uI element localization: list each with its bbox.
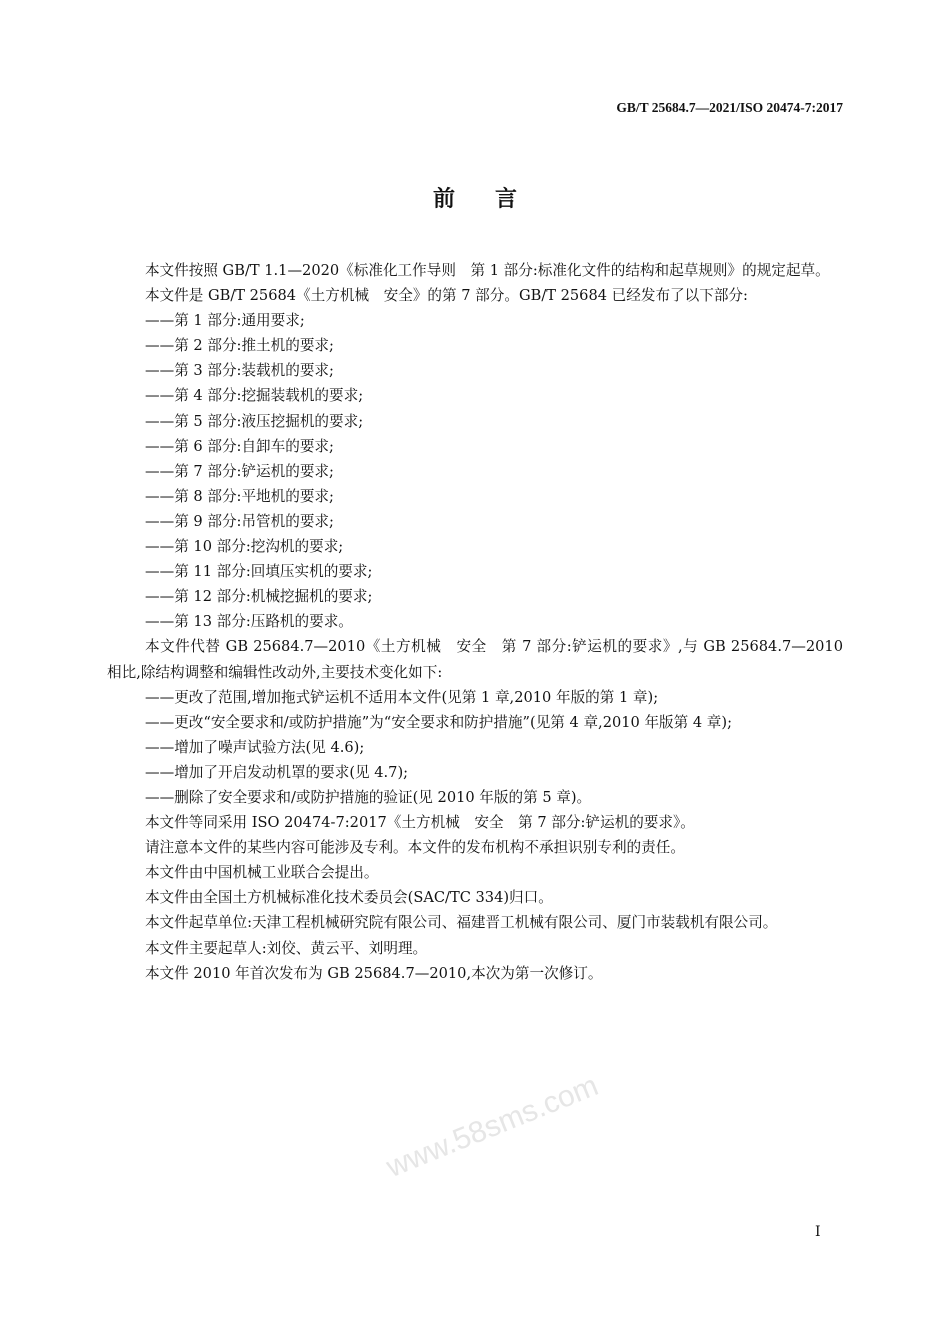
- page-title: 前言: [432, 186, 557, 212]
- list-item: ——删除了安全要求和/或防护措施的验证(见 2010 年版的第 5 章)。: [145, 788, 592, 806]
- list-item: ——第 6 部分:自卸车的要求;: [145, 437, 334, 455]
- paragraph: 本文件是 GB/T 25684《土方机械 安全》的第 7 部分。GB/T 25684 已经发布了以下部分:: [144, 287, 748, 305]
- document-body: [107, 258, 843, 986]
- paragraph: 本文件 2010 年首次发布为 GB 25684.7—2010,本次为第一次修订。: [144, 964, 603, 982]
- paragraph: 本文件起草单位:天津工程机械研究院有限公司、福建晋工机械有限公司、厦门市装载机有限公司。: [144, 914, 778, 932]
- list-item: ——第 4 部分:挖掘装载机的要求;: [145, 387, 364, 405]
- paragraph: 本文件代替 GB 25684.7—2010《土方机械 安全 第 7 部分:铲运机的要求》,与 GB 25684.7—2010 相比,除结构调整和编辑性改动外,主要技术变化如下:: [107, 638, 843, 681]
- list-item: ——增加了开启发动机罩的要求(见 4.7);: [145, 763, 409, 781]
- list-item: ——第 9 部分:吊管机的要求;: [145, 512, 334, 530]
- list-item: ——第 10 部分:挖沟机的要求;: [145, 538, 344, 556]
- list-item: ——更改“安全要求和/或防护措施”为“安全要求和防护措施”(见第 4 章,2010 年版第 4 章);: [145, 713, 733, 731]
- page-number: I: [815, 1224, 821, 1240]
- list-item: ——第 1 部分:通用要求;: [145, 312, 305, 330]
- standard-number-header: GB/T 25684.7—2021/ISO 20474-7:2017: [616, 100, 843, 115]
- list-item: ——第 5 部分:液压挖掘机的要求;: [145, 412, 364, 430]
- list-item: ——更改了范围,增加拖式铲运机不适用本文件(见第 1 章,2010 年版的第 1 章);: [145, 688, 659, 706]
- paragraph: 本文件按照 GB/T 1.1—2020《标准化工作导则 第 1 部分:标准化文件的结构和起草规则》的规定起草。: [144, 262, 830, 279]
- list-item: ——第 2 部分:推土机的要求;: [145, 337, 334, 355]
- paragraph: 本文件等同采用 ISO 20474-7:2017《土方机械 安全 第 7 部分:铲运机的要求》。: [144, 814, 695, 832]
- list-item: ——第 13 部分:压路机的要求。: [145, 613, 353, 631]
- paragraph: 本文件由中国机械工业联合会提出。: [144, 864, 379, 882]
- watermark: www.58sms.com: [381, 1069, 603, 1184]
- list-item: ——第 11 部分:回填压实机的要求;: [145, 563, 373, 581]
- paragraph: 本文件由全国土方机械标准化技术委员会(SAC/TC 334)归口。: [144, 889, 553, 907]
- list-item: ——第 12 部分:机械挖掘机的要求;: [145, 588, 373, 606]
- list-item: ——增加了噪声试验方法(见 4.6);: [145, 738, 365, 756]
- list-item: ——第 8 部分:平地机的要求;: [145, 487, 334, 505]
- paragraph: 本文件主要起草人:刘佼、黄云平、刘明理。: [144, 939, 428, 957]
- list-item: ——第 3 部分:装载机的要求;: [145, 362, 334, 380]
- list-item: ——第 7 部分:铲运机的要求;: [145, 462, 334, 480]
- paragraph: 请注意本文件的某些内容可能涉及专利。本文件的发布机构不承担识别专利的责任。: [144, 839, 685, 857]
